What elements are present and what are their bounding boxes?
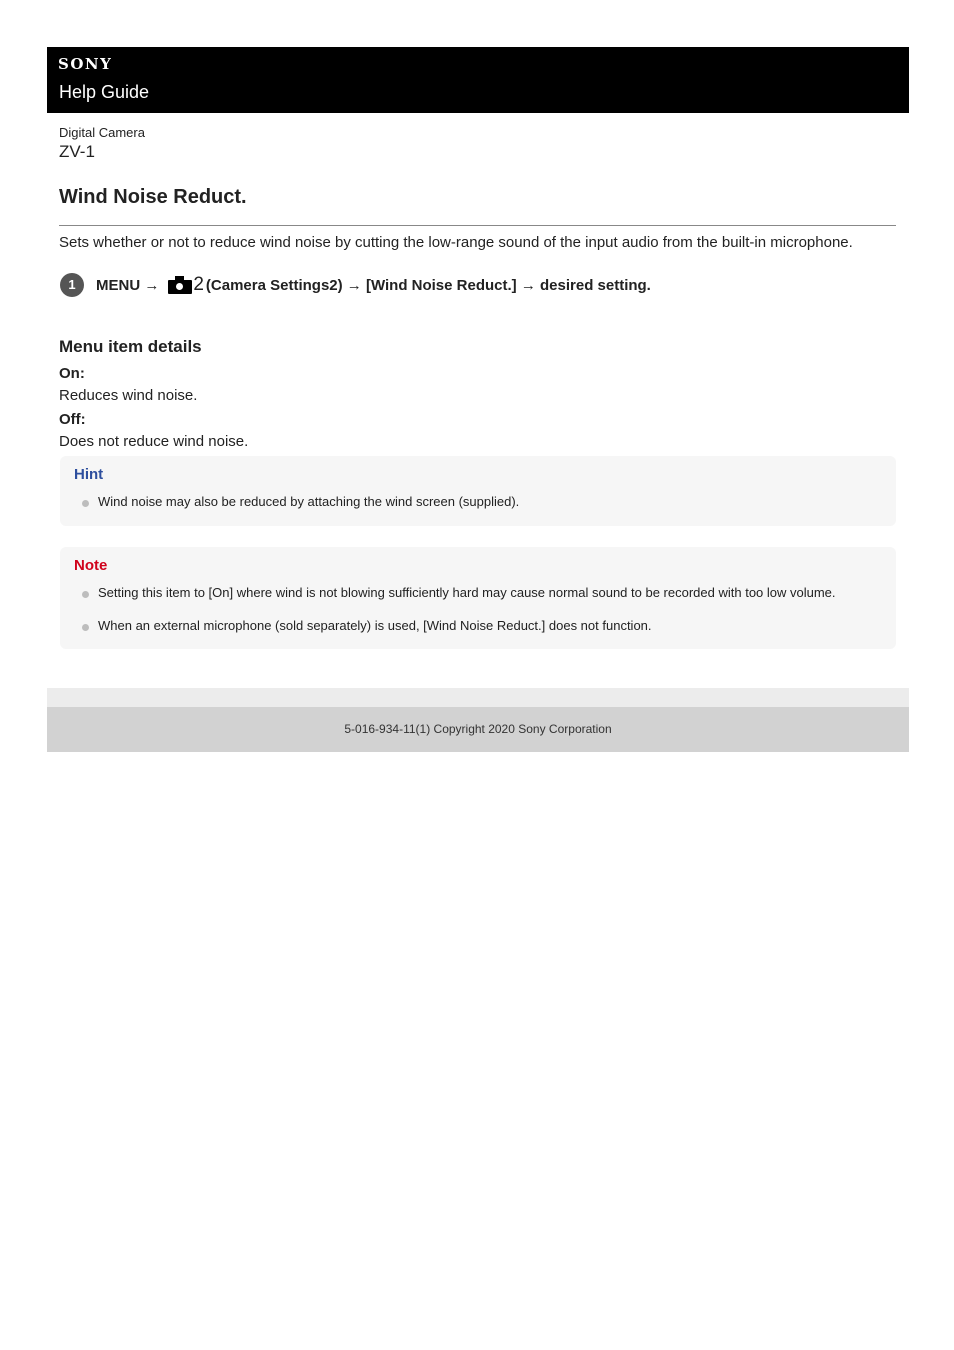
note-item: Setting this item to [On] where wind is not blowing sufficiently hard may cause normal sound to be recorded with too low volume. (82, 585, 836, 600)
bullet-icon (82, 500, 89, 507)
hint-box (60, 456, 896, 526)
hint-title: Hint (74, 466, 104, 483)
intro-text: Sets whether or not to reduce wind noise by cutting the low-range sound of the input audio from the built-in microphone. (59, 234, 853, 251)
step-number-badge: 1 (60, 273, 84, 297)
bullet-icon (82, 591, 89, 598)
camera-icon (168, 276, 192, 294)
step-instruction (96, 274, 651, 296)
footer-band (47, 688, 909, 707)
product-model: ZV-1 (59, 142, 95, 161)
header-bar (47, 47, 909, 113)
step-menu-text: MENU → (96, 276, 160, 294)
step-rest-text: (Camera Settings2) → [Wind Noise Reduct.] → desired setting. (205, 276, 651, 294)
item-desc-off: Does not reduce wind noise. (59, 433, 249, 450)
title-divider (59, 225, 896, 226)
sony-logo: SONY (58, 55, 113, 73)
copyright-text: 5-016-934-11(1) Copyright 2020 Sony Corporation (344, 722, 612, 736)
item-term-off: Off: (59, 411, 86, 428)
item-desc-on: Reduces wind noise. (59, 387, 198, 404)
note-title: Note (74, 557, 108, 574)
help-guide-title: Help Guide (59, 82, 150, 102)
camera-settings-number: 2 (193, 274, 204, 295)
footer (47, 707, 909, 752)
note-box (60, 547, 896, 649)
menu-details-title: Menu item details (59, 337, 202, 356)
product-category: Digital Camera (59, 125, 145, 140)
item-term-on: On: (59, 365, 85, 382)
note-item: When an external microphone (sold separately) is used, [Wind Noise Reduct.] does not function. (82, 618, 652, 633)
bullet-icon (82, 624, 89, 631)
hint-item: Wind noise may also be reduced by attaching the wind screen (supplied). (82, 494, 519, 509)
page-title: Wind Noise Reduct. (59, 186, 247, 208)
